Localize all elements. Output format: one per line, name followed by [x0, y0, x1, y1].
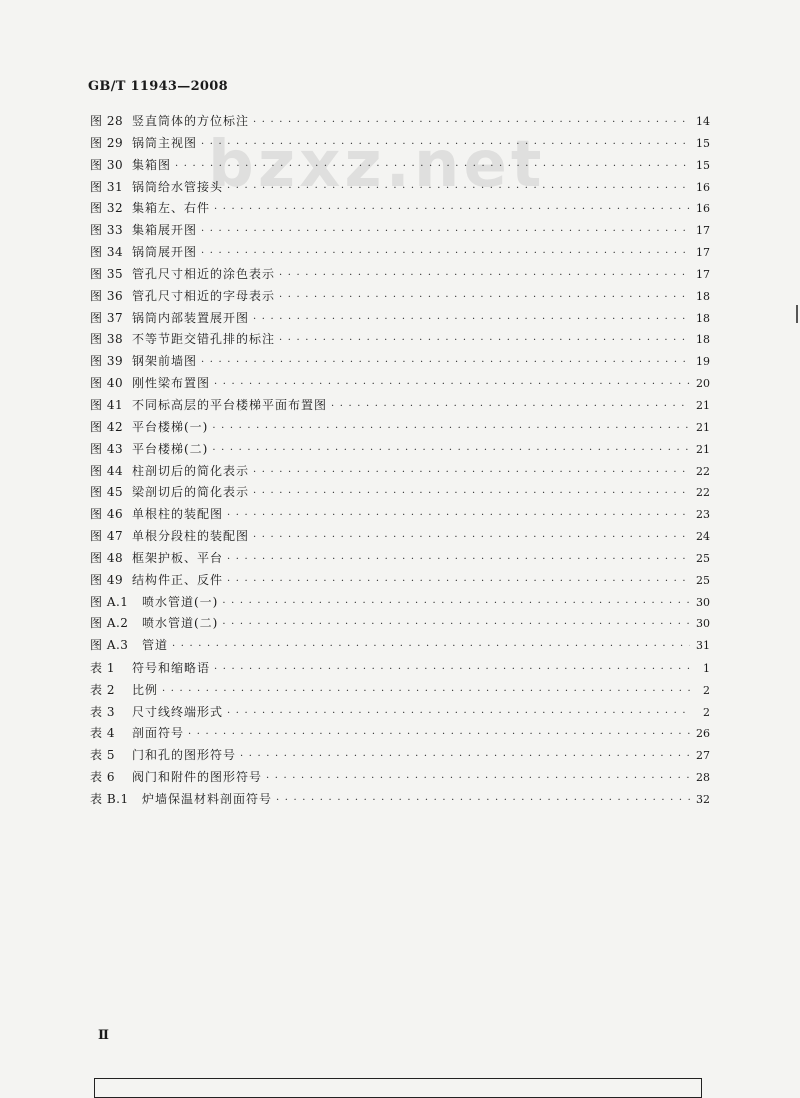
- figure-entry[interactable]: [90, 527, 710, 549]
- table-entry-page: 2: [703, 705, 710, 719]
- figure-entry-page: 30: [696, 595, 710, 609]
- figure-entry[interactable]: [90, 440, 710, 462]
- figure-entry-title: 不同标高层的平台楼梯平面布置图: [132, 397, 328, 412]
- dot-leader: [276, 795, 690, 806]
- figure-entry-title: 锅筒内部装置展开图: [132, 310, 250, 325]
- table-entry[interactable]: [90, 768, 710, 790]
- table-entry-title: 阀门和附件的图形符号: [132, 770, 263, 785]
- figure-list: [90, 112, 710, 658]
- figure-entry-title: 喷水管道(一): [142, 594, 219, 609]
- figure-entry-label: 图 38: [90, 332, 124, 347]
- figure-entry-label: 图 42: [90, 419, 124, 434]
- figure-entry-page: 17: [696, 246, 710, 260]
- dot-leader: [253, 314, 690, 325]
- dot-leader: [222, 619, 690, 630]
- figure-entry[interactable]: [90, 156, 710, 178]
- figure-entry-page: 16: [696, 180, 710, 194]
- table-entry-label: 表 B.1: [90, 791, 129, 806]
- dot-leader: [214, 664, 690, 675]
- figure-entry-label: 图 49: [90, 572, 124, 587]
- table-entry[interactable]: [90, 681, 710, 703]
- dot-leader: [227, 183, 690, 194]
- dot-leader: [227, 554, 690, 565]
- dot-leader: [253, 488, 690, 499]
- table-entry-label: 表 2: [90, 682, 115, 697]
- figure-entry[interactable]: [90, 352, 710, 374]
- figure-entry-page: 24: [696, 530, 710, 544]
- table-entry-label: 表 5: [90, 748, 115, 763]
- figure-entry[interactable]: [90, 178, 710, 200]
- figure-entry-label: 图 A.3: [90, 638, 129, 653]
- table-entry-label: 表 4: [90, 726, 115, 741]
- table-entry-title: 符号和缩略语: [132, 661, 211, 675]
- table-entry-page: 28: [696, 771, 710, 785]
- figure-entry[interactable]: [90, 483, 710, 505]
- figure-entry[interactable]: [90, 593, 710, 615]
- dot-leader: [279, 335, 690, 346]
- table-entry-page: 1: [703, 662, 710, 675]
- dot-leader: [227, 576, 690, 587]
- figure-entry-label: 图 40: [90, 376, 124, 391]
- dot-leader: [201, 226, 690, 237]
- figure-entry-title: 管孔尺寸相近的涂色表示: [132, 266, 276, 281]
- figure-entry-label: 图 33: [90, 223, 124, 238]
- table-entry-label: 表 6: [90, 770, 115, 785]
- figure-entry-title: 锅筒展开图: [132, 245, 198, 260]
- table-entry-title: 比例: [132, 682, 159, 697]
- dot-leader: [172, 641, 690, 652]
- table-entry-label: 表 1: [90, 661, 115, 675]
- table-entry[interactable]: [90, 703, 710, 725]
- figure-entry-label: 图 A.2: [90, 616, 129, 631]
- figure-entry[interactable]: [90, 549, 710, 571]
- dot-leader: [253, 532, 690, 543]
- figure-entry[interactable]: [90, 374, 710, 396]
- bottom-frame-border: [94, 1078, 702, 1098]
- dot-leader: [331, 401, 690, 412]
- table-entry[interactable]: [90, 724, 710, 746]
- dot-leader: [227, 510, 690, 521]
- figure-entry-title: 竖直筒体的方位标注: [132, 114, 250, 128]
- figure-entry-page: 25: [696, 573, 710, 587]
- table-entry-title: 剖面符号: [132, 726, 185, 741]
- figure-entry-title: 锅筒给水管接头: [132, 179, 224, 194]
- figure-entry[interactable]: [90, 571, 710, 593]
- figure-entry[interactable]: [90, 221, 710, 243]
- figure-entry-label: 图 37: [90, 310, 124, 325]
- figure-entry-title: 单根分段柱的装配图: [132, 529, 250, 544]
- table-entry[interactable]: [90, 659, 710, 681]
- figure-entry-label: 图 28: [90, 114, 124, 128]
- figure-entry-page: 14: [696, 115, 710, 128]
- figure-entry-label: 图 39: [90, 354, 124, 369]
- figure-entry-label: 图 30: [90, 157, 124, 172]
- figure-entry-title: 单根柱的装配图: [132, 507, 224, 522]
- dot-leader: [279, 292, 690, 303]
- figure-entry-label: 图 48: [90, 550, 124, 565]
- figure-entry-title: 管孔尺寸相近的字母表示: [132, 288, 276, 303]
- figure-entry-page: 15: [696, 136, 710, 150]
- figure-entry-page: 18: [696, 311, 710, 325]
- figure-entry-title: 集箱图: [132, 157, 172, 172]
- figure-entry-title: 管道: [142, 638, 169, 653]
- dot-leader: [279, 270, 690, 281]
- table-entry[interactable]: [90, 746, 710, 768]
- table-entry-title: 尺寸线终端形式: [132, 704, 224, 719]
- figure-entry[interactable]: [90, 418, 710, 440]
- figure-entry-label: 图 34: [90, 245, 124, 260]
- figure-entry-label: 图 32: [90, 201, 124, 216]
- dot-leader: [253, 117, 690, 128]
- figure-entry[interactable]: [90, 309, 710, 331]
- figure-entry-page: 19: [696, 355, 710, 369]
- dot-leader: [214, 379, 690, 390]
- figure-entry-label: 图 47: [90, 529, 124, 544]
- figure-entry-label: 图 A.1: [90, 594, 129, 609]
- figure-entry-page: 17: [696, 267, 710, 281]
- figure-entry-page: 18: [696, 289, 710, 303]
- figure-entry[interactable]: [90, 505, 710, 527]
- table-entry-title: 炉墙保温材料剖面符号: [142, 791, 273, 806]
- figure-entry-label: 图 45: [90, 485, 124, 500]
- figure-entry-label: 图 41: [90, 397, 124, 412]
- figure-entry-title: 喷水管道(二): [142, 616, 219, 631]
- figure-entry[interactable]: [90, 287, 710, 309]
- scan-edge-mark: [796, 305, 798, 323]
- figure-entry[interactable]: [90, 243, 710, 265]
- standard-code-header: GB/T 11943—2008: [88, 79, 228, 94]
- figure-entry[interactable]: [90, 199, 710, 221]
- table-entry[interactable]: [90, 790, 710, 812]
- table-list: [90, 659, 710, 812]
- figure-entry-page: 30: [696, 617, 710, 631]
- table-entry-title: 门和孔的图形符号: [132, 748, 237, 763]
- figure-entry-page: 20: [696, 377, 710, 391]
- dot-leader: [201, 248, 690, 259]
- figure-entry-title: 锅筒主视图: [132, 135, 198, 150]
- table-entry-page: 32: [696, 792, 710, 806]
- figure-entry-label: 图 36: [90, 288, 124, 303]
- dot-leader: [212, 445, 690, 456]
- watermark-text: bzxz.net: [208, 128, 546, 202]
- figure-entry-title: 平台楼梯(一): [132, 419, 209, 434]
- figure-entry-label: 图 31: [90, 179, 124, 194]
- figure-entry-label: 图 29: [90, 135, 124, 150]
- figure-entry[interactable]: [90, 396, 710, 418]
- figure-entry-page: 22: [696, 464, 710, 478]
- figure-entry-title: 不等节距交错孔排的标注: [132, 332, 276, 347]
- dot-leader: [188, 729, 690, 740]
- figure-entry-title: 平台楼梯(二): [132, 441, 209, 456]
- dot-leader: [212, 423, 690, 434]
- figure-entry[interactable]: [90, 330, 710, 352]
- figure-entry-label: 图 35: [90, 266, 124, 281]
- figure-entry-title: 梁剖切后的简化表示: [132, 485, 250, 500]
- dot-leader: [222, 598, 690, 609]
- figure-entry[interactable]: [90, 614, 710, 636]
- table-entry-page: 2: [703, 683, 710, 697]
- dot-leader: [201, 139, 690, 150]
- figure-entry-page: 21: [696, 420, 710, 434]
- dot-leader: [162, 686, 690, 697]
- figure-entry-page: 22: [696, 486, 710, 500]
- figure-entry-title: 刚性梁布置图: [132, 376, 211, 391]
- dot-leader: [175, 161, 690, 172]
- figure-entry-title: 结构件正、反件: [132, 572, 224, 587]
- table-entry-page: 27: [696, 749, 710, 763]
- figure-entry-label: 图 46: [90, 507, 124, 522]
- figure-entry-page: 25: [696, 551, 710, 565]
- figure-entry-page: 18: [696, 333, 710, 347]
- figure-entry[interactable]: [90, 134, 710, 156]
- page-number: Ⅱ: [98, 1028, 109, 1043]
- figure-entry-page: 16: [696, 202, 710, 216]
- figure-entry-title: 集箱左、右件: [132, 201, 211, 216]
- figure-entry-page: 21: [696, 398, 710, 412]
- figure-entry[interactable]: [90, 636, 710, 658]
- figure-entry-page: 21: [696, 442, 710, 456]
- figure-entry-title: 框架护板、平台: [132, 550, 224, 565]
- table-entry-page: 26: [696, 727, 710, 741]
- figure-entry[interactable]: [90, 462, 710, 484]
- table-entry-label: 表 3: [90, 704, 115, 719]
- dot-leader: [266, 773, 690, 784]
- dot-leader: [240, 751, 690, 762]
- figure-entry-page: 17: [696, 224, 710, 238]
- figure-entry-label: 图 43: [90, 441, 124, 456]
- figure-entry-page: 31: [696, 639, 710, 653]
- figure-entry[interactable]: [90, 265, 710, 287]
- figure-entry-label: 图 44: [90, 463, 124, 478]
- figure-entry-page: 15: [696, 158, 710, 172]
- figure-entry-page: 23: [696, 508, 710, 522]
- dot-leader: [201, 357, 690, 368]
- dot-leader: [253, 467, 690, 478]
- figure-entry-title: 柱剖切后的简化表示: [132, 463, 250, 478]
- figure-entry-title: 集箱展开图: [132, 223, 198, 238]
- dot-leader: [227, 708, 690, 719]
- dot-leader: [214, 204, 690, 215]
- figure-entry[interactable]: [90, 112, 710, 134]
- figure-entry-title: 钢架前墙图: [132, 354, 198, 369]
